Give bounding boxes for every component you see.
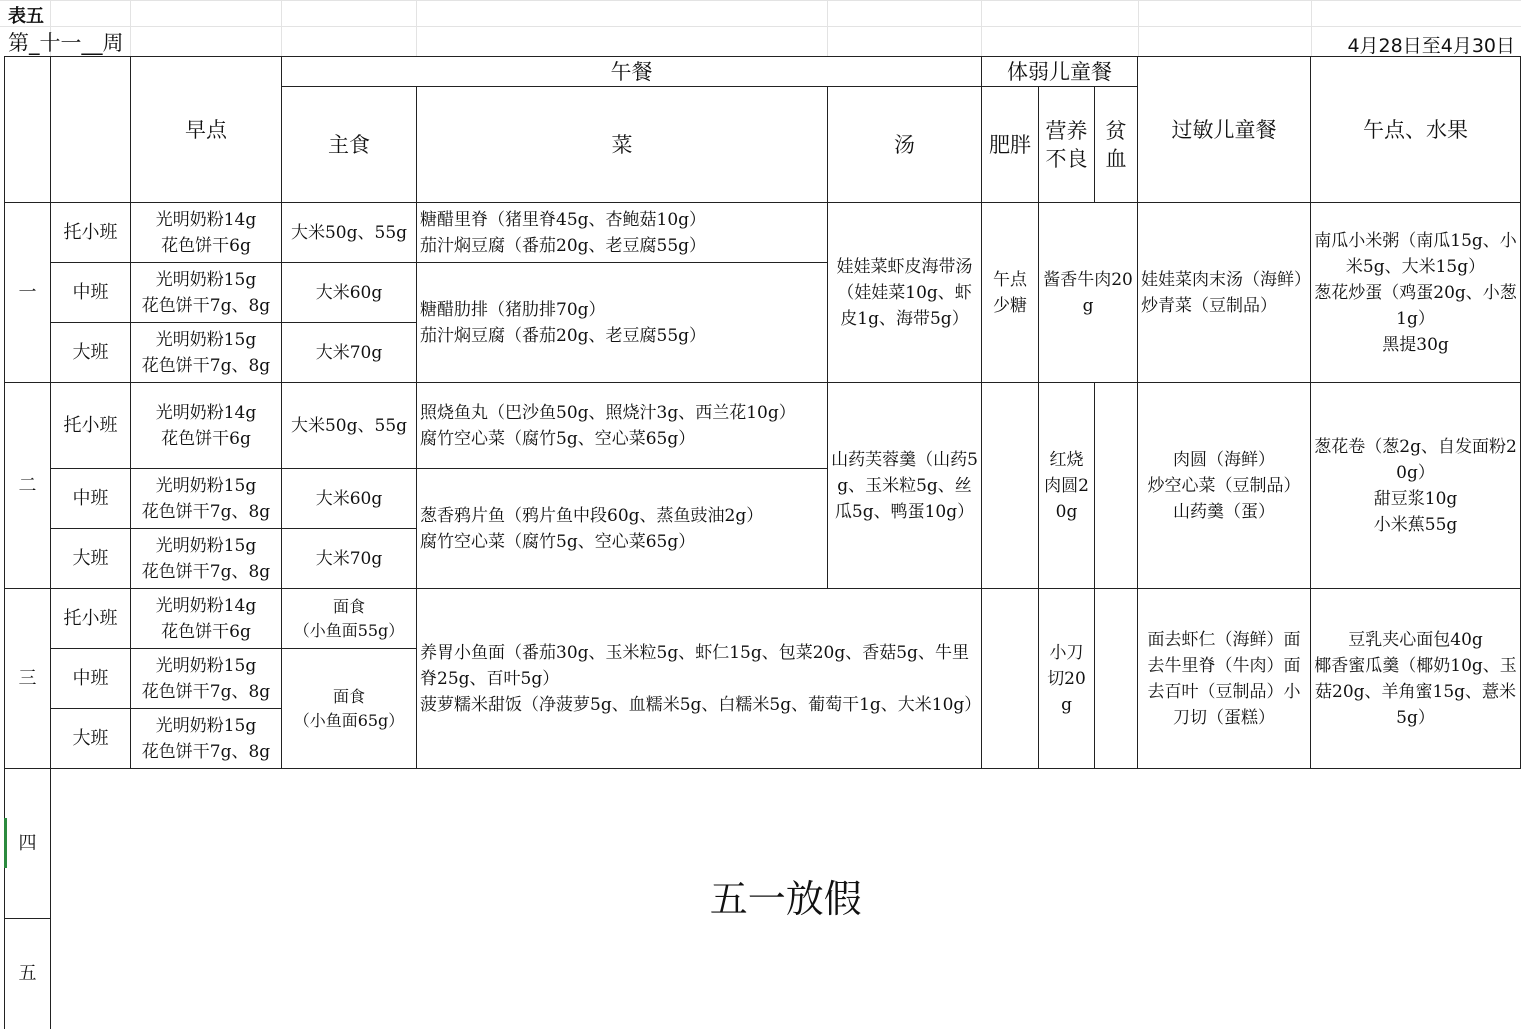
afternoon-line: 葱花卷（葱2g、自发面粉20g）	[1314, 436, 1517, 483]
staple-line: 面食	[332, 686, 365, 706]
dish-cell[interactable]	[417, 589, 982, 769]
breakfast-cell[interactable]	[131, 469, 282, 529]
header-breakfast[interactable]: 早点	[131, 57, 282, 203]
allergy-line: 炒青菜（豆制品）	[1141, 295, 1278, 316]
staple-cell[interactable]: 大米70g	[282, 529, 417, 589]
date-range: 4月28日至4月30日	[1347, 35, 1515, 57]
day-label[interactable]: 四	[5, 769, 51, 919]
staple-line: （小鱼面65g）	[293, 710, 405, 730]
soup-cell[interactable]: 山药芙蓉羹（山药5g、玉米粒5g、丝瓜5g、鸭蛋10g）	[828, 383, 982, 589]
dish-cell[interactable]	[417, 263, 828, 383]
dish-cell[interactable]: 照烧鱼丸（巴沙鱼50g、照烧汁3g、西兰花10g） 腐竹空心菜（腐竹5g、空心菜65g）	[417, 383, 828, 469]
class-name[interactable]: 大班	[51, 323, 131, 383]
allergy-cell[interactable]	[1138, 383, 1311, 589]
sheet-title: 表五	[8, 6, 44, 27]
staple-cell[interactable]: 大米70g	[282, 323, 417, 383]
breakfast-line: 花色饼干7g、8g	[141, 741, 271, 762]
breakfast-line: 花色饼干7g、8g	[141, 681, 271, 702]
afternoon-line: 小米蕉55g	[1373, 514, 1458, 535]
header-soup[interactable]: 汤	[828, 87, 982, 203]
class-name[interactable]: 托小班	[51, 203, 131, 263]
corner-cell-day[interactable]	[5, 57, 51, 203]
afternoon-cell[interactable]	[1311, 589, 1521, 769]
class-name[interactable]: 中班	[51, 649, 131, 709]
allergy-line: 山药羹（蛋）	[1173, 501, 1276, 522]
breakfast-cell[interactable]	[131, 203, 282, 263]
afternoon-cell[interactable]	[1311, 203, 1521, 383]
breakfast-line: 花色饼干6g	[161, 621, 251, 642]
class-name[interactable]: 托小班	[51, 383, 131, 469]
holiday-text: 五一放假	[709, 876, 862, 921]
afternoon-line: 豆乳夹心面包40g	[1348, 629, 1483, 650]
header-afternoon[interactable]: 午点、水果	[1311, 57, 1521, 203]
staple-cell[interactable]: 大米50g、55g	[282, 383, 417, 469]
dish-line: 葱香鸦片鱼（鸦片鱼中段60g、蒸鱼豉油2g）	[420, 505, 764, 526]
header-staple[interactable]: 主食	[282, 87, 417, 203]
week-label: 第_十一__周	[8, 31, 124, 55]
anemia-cell[interactable]	[1095, 383, 1138, 589]
malnutrition-cell[interactable]: 红烧肉圆20g	[1039, 383, 1095, 589]
breakfast-cell[interactable]	[131, 383, 282, 469]
allergy-cell[interactable]: 面去虾仁（海鲜）面去牛里脊（牛肉）面去百叶（豆制品）小刀切（蛋糕）	[1138, 589, 1311, 769]
breakfast-cell[interactable]	[131, 589, 282, 649]
afternoon-line: 南瓜小米粥（南瓜15g、小米5g、大米15g）	[1314, 230, 1517, 277]
holiday-cell[interactable]	[51, 769, 1521, 1029]
day-label[interactable]: 二	[5, 383, 51, 589]
breakfast-line: 光明奶粉14g	[155, 595, 257, 616]
dish-cell[interactable]	[417, 203, 828, 263]
breakfast-line: 光明奶粉15g	[155, 535, 257, 556]
allergy-cell[interactable]	[1138, 203, 1311, 383]
dish-line: 糖醋肋排（猪肋排70g）	[420, 299, 606, 320]
afternoon-line: 黑提30g	[1382, 334, 1449, 355]
breakfast-cell[interactable]	[131, 709, 282, 769]
staple-cell[interactable]	[282, 589, 417, 649]
breakfast-line: 光明奶粉15g	[155, 655, 257, 676]
staple-line: 面食	[332, 596, 365, 616]
header-lunch[interactable]: 午餐	[282, 57, 982, 87]
breakfast-line: 光明奶粉15g	[155, 329, 257, 350]
breakfast-cell[interactable]	[131, 649, 282, 709]
breakfast-line: 光明奶粉15g	[155, 475, 257, 496]
obese-cell[interactable]	[982, 383, 1039, 589]
menu-table	[4, 56, 1521, 1029]
staple-cell[interactable]: 大米50g、55g	[282, 203, 417, 263]
afternoon-line: 甜豆浆10g	[1373, 488, 1458, 509]
breakfast-line: 花色饼干7g、8g	[141, 295, 271, 316]
header-anemia[interactable]: 贫血	[1095, 87, 1138, 203]
breakfast-cell[interactable]	[131, 323, 282, 383]
obese-cell[interactable]	[982, 589, 1039, 769]
weak-combined-cell[interactable]: 酱香牛肉20g	[1039, 203, 1138, 383]
breakfast-line: 花色饼干6g	[161, 428, 251, 449]
breakfast-cell[interactable]	[131, 529, 282, 589]
afternoon-cell[interactable]	[1311, 383, 1521, 589]
dish-line: 茄汁焖豆腐（番茄20g、老豆腐55g）	[420, 235, 707, 256]
staple-line: （小鱼面55g）	[293, 620, 405, 640]
breakfast-line: 光明奶粉14g	[155, 402, 257, 423]
header-weak-children[interactable]: 体弱儿童餐	[982, 57, 1138, 87]
dish-line: 养胃小鱼面（番茄30g、玉米粒5g、虾仁15g、包菜20g、香菇5g、牛里脊25g、百叶5g）	[420, 642, 969, 689]
class-name[interactable]: 中班	[51, 469, 131, 529]
dish-line: 茄汁焖豆腐（番茄20g、老豆腐55g）	[420, 325, 707, 346]
breakfast-line: 光明奶粉15g	[155, 269, 257, 290]
anemia-cell[interactable]	[1095, 589, 1138, 769]
allergy-line: 炒空心菜（豆制品）	[1147, 475, 1301, 496]
staple-cell[interactable]: 大米60g	[282, 263, 417, 323]
day-label[interactable]: 三	[5, 589, 51, 769]
dish-line: 糖醋里脊（猪里脊45g、杏鲍菇10g）	[420, 209, 707, 230]
class-name[interactable]: 大班	[51, 709, 131, 769]
obese-cell[interactable]: 午点少糖	[982, 203, 1039, 383]
header-allergy[interactable]: 过敏儿童餐	[1138, 57, 1311, 203]
class-name[interactable]: 大班	[51, 529, 131, 589]
breakfast-line: 花色饼干7g、8g	[141, 501, 271, 522]
allergy-line: 肉圆（海鲜）	[1173, 449, 1276, 470]
header-malnutrition[interactable]: 营养不良	[1039, 87, 1095, 203]
afternoon-line: 椰香蜜瓜羹（椰奶10g、玉菇20g、羊角蜜15g、薏米5g）	[1314, 655, 1517, 728]
class-name[interactable]: 中班	[51, 263, 131, 323]
breakfast-line: 光明奶粉14g	[155, 209, 257, 230]
dish-cell[interactable]	[417, 469, 828, 589]
class-name[interactable]: 托小班	[51, 589, 131, 649]
day-label[interactable]: 五	[5, 919, 51, 1029]
breakfast-line: 花色饼干6g	[161, 235, 251, 256]
staple-cell[interactable]: 大米60g	[282, 469, 417, 529]
day-label[interactable]: 一	[5, 203, 51, 383]
staple-cell[interactable]	[282, 649, 417, 769]
breakfast-line: 花色饼干7g、8g	[141, 561, 271, 582]
header-obese[interactable]: 肥胖	[982, 87, 1039, 203]
afternoon-line: 葱花炒蛋（鸡蛋20g、小葱1g）	[1314, 282, 1517, 329]
corner-cell-class[interactable]	[51, 57, 131, 203]
malnutrition-cell[interactable]: 小刀切20g	[1039, 589, 1095, 769]
allergy-line: 娃娃菜肉末汤（海鲜）	[1141, 269, 1312, 290]
soup-cell[interactable]: 娃娃菜虾皮海带汤（娃娃菜10g、虾皮1g、海带5g）	[828, 203, 982, 383]
breakfast-line: 光明奶粉15g	[155, 715, 257, 736]
breakfast-cell[interactable]	[131, 263, 282, 323]
row-selection-marker	[4, 818, 7, 868]
dish-line: 腐竹空心菜（腐竹5g、空心菜65g）	[420, 531, 696, 552]
breakfast-line: 花色饼干7g、8g	[141, 355, 271, 376]
dish-line: 菠萝糯米甜饭（净菠萝5g、血糯米5g、白糯米5g、葡萄干1g、大米10g）	[420, 694, 982, 715]
header-dish[interactable]: 菜	[417, 87, 828, 203]
